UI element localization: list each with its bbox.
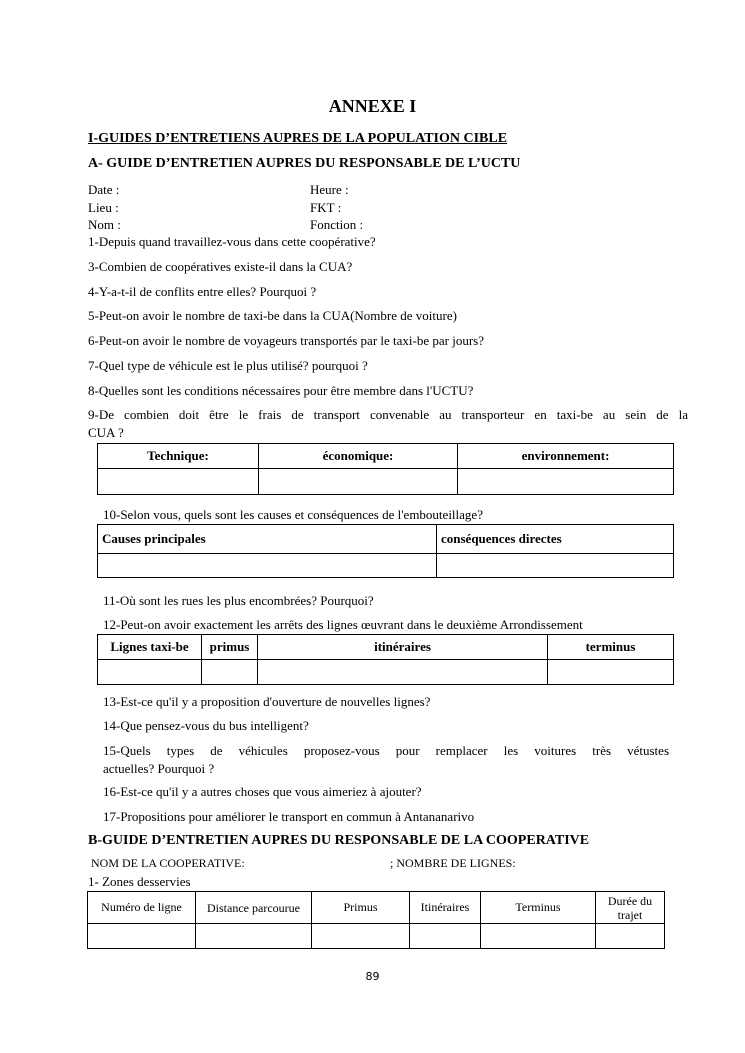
header-causes-principales: Causes principales <box>98 525 437 554</box>
fonction-field-label: Fonction : <box>310 217 364 232</box>
question-9-line-2: CUA ? <box>88 425 124 440</box>
question-8: 8-Quelles sont les conditions nécessaires pour être membre dans l'UCTU? <box>88 383 474 398</box>
fkt-field-label: FKT : <box>310 200 342 215</box>
question-10: 10-Selon vous, quels sont les causes et conséquences de l'embouteillage? <box>103 507 483 522</box>
page-number: 89 <box>365 970 380 983</box>
numero-ligne-cell[interactable] <box>88 924 196 949</box>
question-9-line-1: 9-De combien doit être le frais de transport convenable au transporteur en taxi-be au sein de la <box>88 407 688 422</box>
itineraires-b-cell[interactable] <box>410 924 481 949</box>
question-14: 14-Que pensez-vous du bus intelligent? <box>103 718 309 733</box>
question-4: 4-Y-a-t-il de conflits entre elles? Pourquoi ? <box>88 284 317 299</box>
question-7: 7-Quel type de véhicule est le plus utilisé? pourquoi ? <box>88 358 368 373</box>
causes-table <box>97 524 674 578</box>
frais-cell-economique[interactable] <box>259 469 458 495</box>
header-consequences-directes: conséquences directes <box>437 525 674 554</box>
duree-cell[interactable] <box>596 924 665 949</box>
consequences-cell[interactable] <box>437 554 674 578</box>
question-6: 6-Peut-on avoir le nombre de voyageurs transportés par le taxi-be par jours? <box>88 333 485 348</box>
question-11: 11-Où sont les rues les plus encombrées? Pourquoi? <box>103 593 374 608</box>
causes-cell[interactable] <box>98 554 437 578</box>
header-distance-parcourue: Distance parcourue <box>196 892 312 924</box>
lignes-cell[interactable] <box>98 660 202 685</box>
question-16: 16-Est-ce qu'il y a autres choses que vous aimeriez à ajouter? <box>103 784 422 799</box>
question-3: 3-Combien de coopératives existe-il dans la CUA? <box>88 259 353 274</box>
terminus-cell[interactable] <box>548 660 674 685</box>
lignes-table <box>97 634 674 685</box>
header-itineraires: itinéraires <box>258 635 548 660</box>
frais-cell-environnement[interactable] <box>458 469 674 495</box>
frais-cell-technique[interactable] <box>98 469 259 495</box>
header-duree-trajet: Durée du trajet <box>596 892 665 924</box>
primus-cell[interactable] <box>202 660 258 685</box>
header-itineraires-b: Itinéraires <box>410 892 481 924</box>
heure-field-label: Heure : <box>310 182 349 197</box>
question-12: 12-Peut-on avoir exactement les arrêts des lignes œuvrant dans le deuxième Arrondissement <box>103 617 583 632</box>
header-economique: économique: <box>259 444 458 469</box>
date-field-label: Date : <box>88 182 120 197</box>
question-15-line-2: actuelles? Pourquoi ? <box>103 761 215 776</box>
header-terminus: terminus <box>548 635 674 660</box>
question-17: 17-Propositions pour améliorer le transport en commun à Antananarivo <box>103 809 475 824</box>
nom-cooperative-label: NOM DE LA COOPERATIVE: <box>91 856 245 870</box>
frais-table <box>97 443 674 495</box>
section-1-heading: I-GUIDES D’ENTRETIENS AUPRES DE LA POPULATION CIBLE <box>88 131 508 146</box>
terminus-b-cell[interactable] <box>481 924 596 949</box>
header-terminus-b: Terminus <box>481 892 596 924</box>
page-title: ANNEXE I <box>328 96 417 116</box>
question-1: 1-Depuis quand travaillez-vous dans cette coopérative? <box>88 234 376 249</box>
header-environnement: environnement: <box>458 444 674 469</box>
zones-table <box>87 891 665 949</box>
lieu-field-label: Lieu : <box>88 200 119 215</box>
question-15-line-1: 15-Quels types de véhicules proposez-vous pour remplacer les voitures très vétustes <box>103 743 669 758</box>
question-5: 5-Peut-on avoir le nombre de taxi-be dans la CUA(Nombre de voiture) <box>88 308 457 323</box>
nom-field-label: Nom : <box>88 217 121 232</box>
header-numero-ligne: Numéro de ligne <box>88 892 196 924</box>
section-a-heading: A- GUIDE D’ENTRETIEN AUPRES DU RESPONSABLE DE L’UCTU <box>88 156 521 171</box>
zones-desservies-label: 1- Zones desservies <box>88 874 191 889</box>
header-primus-b: Primus <box>312 892 410 924</box>
distance-cell[interactable] <box>196 924 312 949</box>
header-primus: primus <box>202 635 258 660</box>
itineraires-cell[interactable] <box>258 660 548 685</box>
header-technique: Technique: <box>98 444 259 469</box>
header-lignes-taxi-be: Lignes taxi-be <box>98 635 202 660</box>
nombre-lignes-label: ; NOMBRE DE LIGNES: <box>390 856 516 870</box>
primus-b-cell[interactable] <box>312 924 410 949</box>
question-13: 13-Est-ce qu'il y a proposition d'ouverture de nouvelles lignes? <box>103 694 431 709</box>
section-b-heading: B-GUIDE D’ENTRETIEN AUPRES DU RESPONSABLE DE LA COOPERATIVE <box>88 833 590 848</box>
